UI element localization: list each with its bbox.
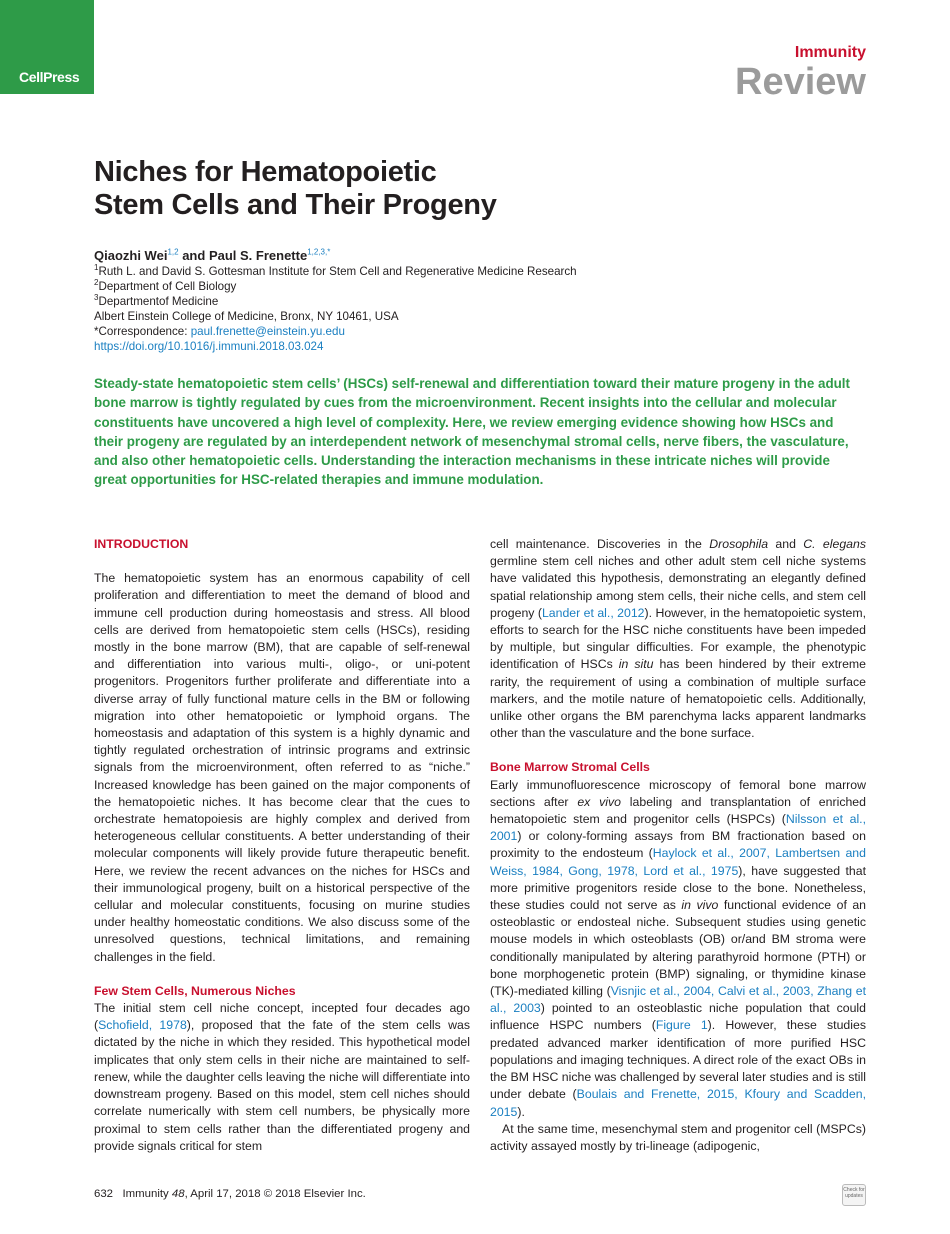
affiliation-1: $^1$Ruth L. and David S. Gottesman Institute for Stem Cell and Regenerative Medicine Research <box>94 263 577 278</box>
author-list <box>94 248 330 263</box>
intro-heading: INTRODUCTION <box>94 537 189 551</box>
niche-paragraph: cell maintenance. Discoveries in the Drosophila and C. elegans germline stem cell niches and other adult stem cell niche systems have validated this hypothesis, demonstrating an elegantly defined spatial relationship among stem cells, their niche cells, and stem cell progeny (Lander et al., 2012). However, in the hematopoietic system, efforts to search for the HSC niche constituents have been impeded by multiple, but singular difficulties. For example, the phenotypic identification of HSCs in situ has been hindered by their extreme rarity, the requirement of using a combination of multiple surface markers, and the motile nature of hematopoietic cells. Additionally, unlike other organs the BM parenchyma lacks apparent landmarks other than the vasculature and the bone surface. <box>490 537 866 741</box>
ref-schofield-link[interactable]: Schofield, 1978 <box>98 1018 187 1033</box>
bone-marrow-heading: Bone Marrow Stromal Cells <box>490 760 650 775</box>
cellpress-logo: CellPress <box>0 0 94 94</box>
bone-marrow-paragraph: Early immunofluorescence microscopy of femoral bone marrow sections after ex vivo labeling and transplantation of enriched hematopoietic stem and progenitor cells (HSPCs) (Nilsson et al., 2001) or colony-forming assays from BM fractionation based on proximity to the endosteum (Haylock et al., 2007, Lambertsen and Weiss, 1984, Gong, 1978, Lord et al., 1975), have suggested that more primitive progenitors reside close to the bone. Nonetheless, these studies could not serve as in vivo functional evidence of an osteoblastic or endosteal niche. Subsequent studies using genetic mouse models in which osteoblasts (OB) or/and BM stroma were conditionally manipulated by altering parathyroid hormone (PTH) or bone morphogenetic protein (BMP) signaling, or thymidine kinase (TK)-mediated killing (Visnjic et al., 2004, Calvi et al., 2003, Zhang et al., 2003) pointed to an osteoblastic niche population that could influence HSPC numbers (Figure 1). However, these studies predated advanced marker identification of more purified HSC populations and imaging techniques. A direct role of the exact OBs in the BM HSC niche was challenged by several later studies and is still under debate (Boulais and Frenette, 2015, Kfoury and Scadden, 2015). <box>490 777 867 1119</box>
doi-link[interactable]: https://doi.org/10.1016/j.immuni.2018.03.024 <box>94 340 324 353</box>
few-stem-cells-heading: Few Stem Cells, Numerous Niches <box>94 983 296 998</box>
few-stem-cells-paragraph: The initial stem cell niche concept, incepted four decades ago (Schofield, 1978), proposed that the fate of the stem cells was dictated by the niche in which they resided. This hypothetical model implicates that only stem cells in their niche are maintained to self-renew, while the daughter cells leaving the niche will differentiate into downstream progeny. Based on this model, stem cell niches should correlate numerically with stem cell numbers, be physically more proximal to stem cells rather than the differentiated progeny and provide signals critical for stem <box>94 1001 471 1153</box>
page-number: 632 <box>94 1188 114 1200</box>
ref-visnjic-link[interactable]: Visnjic et al., 2004, Calvi et al., 2003, Zhang et al., 2003 <box>490 984 866 1016</box>
mspc-paragraph: At the same time, mesenchymal stem and progenitor cell (MSPCs) activity assayed mostly by tri-lineage (adipogenic, <box>490 1121 866 1153</box>
check-for-updates-icon[interactable]: Check for updates <box>842 1184 866 1206</box>
abstract: Steady-state hematopoietic stem cells’ (HSCs) self-renewal and differentiation toward their mature progeny in the adult bone marrow is tightly regulated by cues from the microenvironment. Recent insights into the cellular and molecular constituents have uncovered a high level of complexity. Here, we review emerging evidence showing how HSCs and their progeny are regulated by an interdependent network of mesenchymal stromal cells, nerve fibers, the vasculature, and also other hematopoietic cells. Understanding the interaction mechanisms in these intricate niches will provide great opportunities for HSC-related therapies and immune modulation. <box>94 376 850 488</box>
author-2-sup[interactable]: 1,2,3,* <box>307 247 331 257</box>
author-1: Qiaozhi Wei <box>94 248 168 263</box>
author-conj: and <box>182 248 206 263</box>
affiliation-2: $^2$Department of Cell Biology <box>94 278 237 293</box>
ref-lander-link[interactable]: Lander et al., 2012 <box>541 605 645 620</box>
affiliation-3: $^3$Departmentof Medicine <box>94 293 219 308</box>
article-title: Niches for Hematopoietic Stem Cells and Their Progeny <box>94 156 497 221</box>
intro-paragraph: The hematopoietic system has an enormous capability of cell proliferation and differentiation to meet the demand of blood and immune cell production during homeostasis and stress. All blood cells are derived from hematopoietic stem cells (HSCs), residing mostly in the bone marrow (BM), that are capable of self-renewal and differentiation into various multi-, oligo-, or uni-potent progenitors. Progenitors further proliferate and differentiate into a diverse array of fully functional mature cells in the BM or following migration into other hematopoietic or lymphoid organs. The homeostasis and adaptation of this system is a highly dynamic and tightly regulated orchestration of intrinsic programs and extrinsic signals from the microenvironment, often referred to as “niche.” Increased knowledge has been gained on the major components of the hematopoietic niches. It has become clear that the cues to orchestrate hematopoiesis are highly complex and derived from heterogeneous cellular constituents. A better understanding of their molecular components will likely provide future therapeutic benefit. Here, we review the recent advances on the niches for HSCs and their immunological progeny, built on a historical perspective of the cellular and molecular constituents, focusing on murine studies under healthy homeostatic conditions. We also discuss some of the unresolved questions, technical limitations, and remaining challenges in the field. <box>94 571 470 964</box>
correspondence: *Correspondence: paul.frenette@einstein.yu.edu <box>94 325 345 338</box>
figure-1-link[interactable]: Figure 1 <box>655 1018 708 1033</box>
correspondence-email-link[interactable]: paul.frenette@einstein.yu.edu <box>190 325 345 338</box>
page-footer: 632 Immunity 48, April 17, 2018 © 2018 Elsevier Inc. <box>94 1188 366 1200</box>
ref-nilsson-link[interactable]: Nilsson et al., 2001 <box>490 812 867 844</box>
section-label: Review <box>735 61 866 103</box>
journal-name: Immunity <box>794 44 866 61</box>
author-2: Paul S. Frenette <box>208 248 308 263</box>
column-right <box>490 536 866 1155</box>
column-left <box>94 536 470 1155</box>
author-1-sup[interactable]: 1,2 <box>167 247 179 257</box>
ref-haylock-link[interactable]: Haylock et al., 2007, Lambertsen and Weiss, 1984, Gong, 1978, Lord et al., 1975 <box>490 846 866 878</box>
affiliation-4: Albert Einstein College of Medicine, Bronx, NY 10461, USA <box>94 310 399 323</box>
ref-boulais-link[interactable]: Boulais and Frenette, 2015, Kfoury and Scadden, 2015 <box>490 1087 866 1119</box>
